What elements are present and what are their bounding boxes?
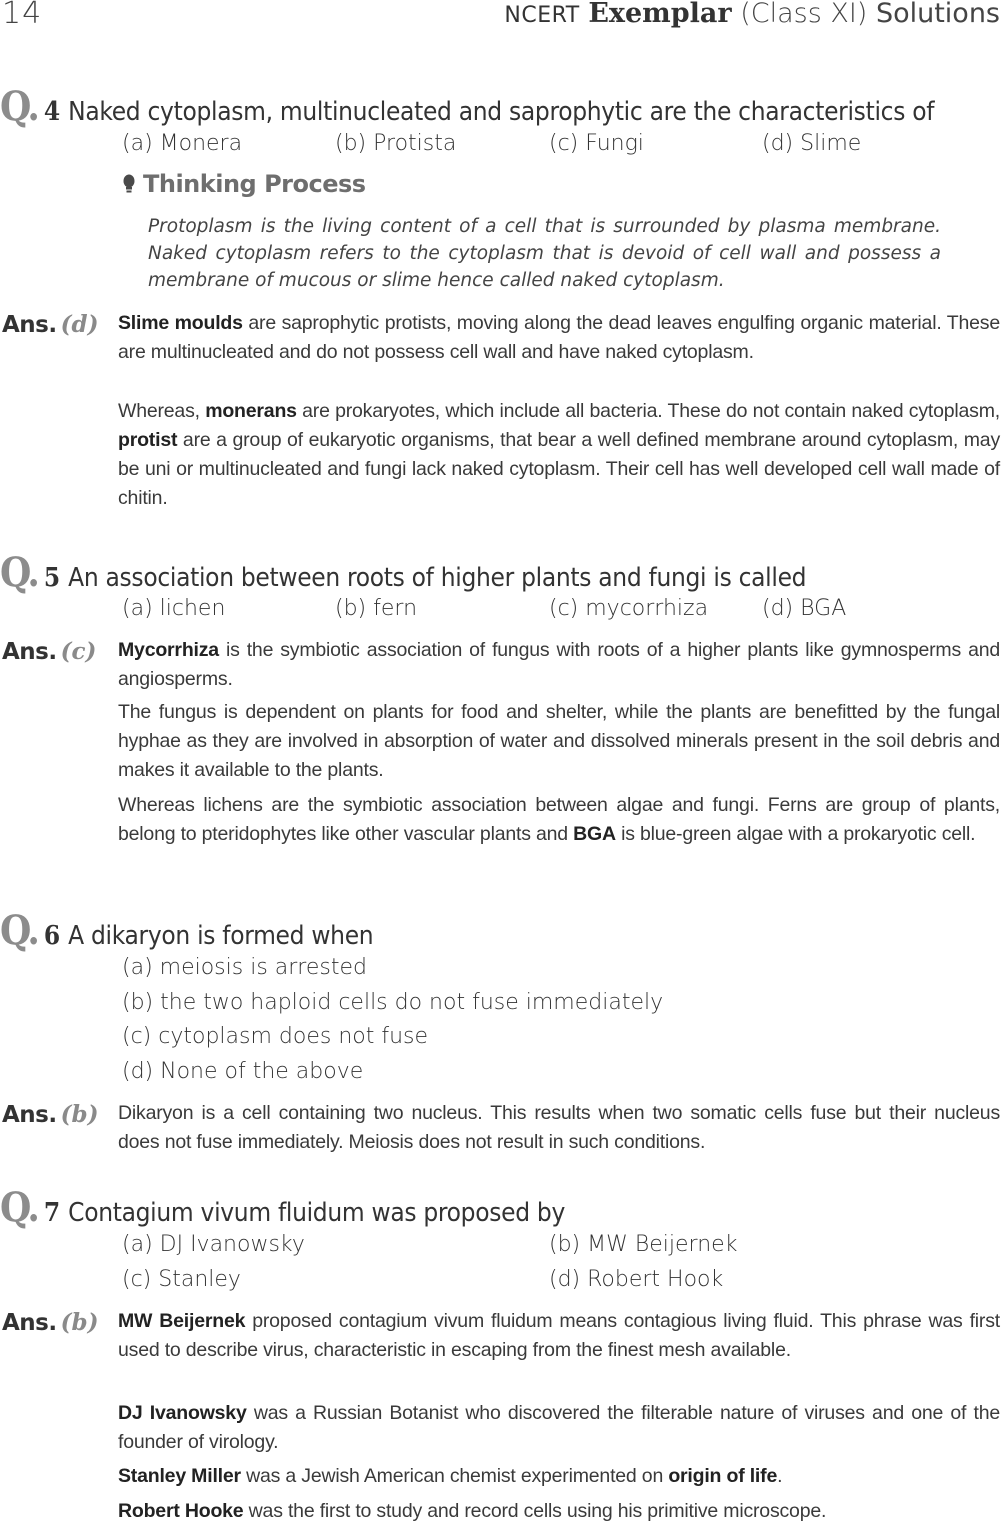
option-b: (b) the two haploid cells do not fuse immediately [122, 990, 664, 1015]
answer-7-paragraph-2: DJ Ivanowsky was a Russian Botanist who discovered the filterable nature of viruses and one of the founder of virology. [118, 1402, 1001, 1453]
answer-6-paragraph-1: Dikaryon is a cell containing two nucleus. This results when two somatic cells fuse but their nucleus does not fuse immediately. Meiosis does not result in such conditions. [118, 1102, 1000, 1153]
question-number: 6 [43, 921, 61, 951]
answer-4-label: Ans. (d) [2, 311, 99, 338]
book-suffix: Solutions [875, 0, 1000, 29]
answer-7-paragraph-1: MW Beijernek proposed contagium vivum fluidum means contagious living fluid. This phrase was first used to describe virus, characteristic in escaping from the finest mesh available. [118, 1310, 1000, 1361]
question-text: Naked cytoplasm, multinucleated and saprophytic are the characteristics of [68, 97, 935, 127]
question-mark-icon: Q. [0, 83, 38, 130]
thinking-process-body: Protoplasm is the living content of a cell that is surrounded by plasma membrane. Naked cytoplasm refers to the cytoplasm that is devoid of cell wall and possess a membrane of mucous or slime hence called naked cytoplasm. [148, 216, 941, 291]
option-c: (c) mycorrhiza [549, 596, 709, 621]
book-title: Exemplar [588, 0, 732, 29]
question-number: 7 [43, 1198, 61, 1228]
option-d: (d) None of the above [122, 1059, 364, 1084]
lightbulb-icon [123, 172, 135, 192]
option-d: (d) BGA [762, 596, 847, 621]
answer-key: (b) [60, 1309, 99, 1336]
answer-5-paragraph-3: Whereas lichens are the symbiotic association between algae and fungi. Ferns are group of plants, belong to pteridophytes like other vascular plants and BGA is blue-green algae with a prokaryotic cell. [118, 794, 1000, 845]
answer-key: (b) [60, 1101, 99, 1128]
question-text: A dikaryon is formed when [68, 921, 374, 951]
question-number: 5 [43, 563, 61, 593]
option-c: (c) Fungi [549, 131, 644, 156]
answer-7-paragraph-4: Robert Hooke was the first to study and record cells using his primitive microscope. [118, 1500, 827, 1522]
question-text: An association between roots of higher plants and fungi is called [68, 563, 807, 593]
option-a: (a) meiosis is arrested [122, 955, 367, 980]
answer-key: (d) [60, 311, 99, 338]
answer-5-paragraph-1: Mycorrhiza is the symbiotic association of fungus with roots of a higher plants like gymnosperms and angiosperms. [118, 639, 1000, 690]
answer-7-paragraph-3: Stanley Miller was a Jewish American chemist experimented on origin of life. [118, 1465, 783, 1487]
answer-5-label: Ans. (c) [2, 638, 97, 665]
option-b: (b) Protista [335, 131, 457, 156]
book-prefix: NCERT [504, 3, 580, 28]
option-d: (d) Robert Hook [549, 1267, 724, 1292]
option-a: (a) Monera [122, 131, 243, 156]
question-mark-icon: Q. [0, 1184, 38, 1231]
question-mark-icon: Q. [0, 907, 38, 954]
option-a: (a) lichen [122, 596, 226, 621]
book-class: (Class XI) [740, 0, 868, 29]
question-4-heading [0, 83, 934, 130]
answer-key: (c) [60, 638, 97, 665]
question-number: 4 [43, 97, 61, 127]
question-mark-icon: Q. [0, 549, 38, 596]
question-5-heading [0, 549, 806, 596]
answer-4-paragraph-1: Slime moulds are saprophytic protists, moving along the dead leaves engulfing organic material. These are multinucleated and do not possess cell wall and have naked cytoplasm. [118, 312, 1000, 363]
question-text: Contagium vivum fluidum was proposed by [68, 1198, 565, 1228]
running-header [504, 0, 1000, 29]
option-d: (d) Slime [762, 131, 862, 156]
answer-6-label: Ans. (b) [2, 1101, 99, 1128]
answer-7-label: Ans. (b) [2, 1309, 99, 1336]
thinking-process-heading [123, 170, 366, 198]
question-7-heading [0, 1184, 565, 1231]
answer-4-paragraph-2: Whereas, monerans are prokaryotes, which include all bacteria. These do not contain naked cytoplasm, protist are a group of eukaryotic organisms, that bear a well defined membrane around cytoplasm, may be uni or multinucleated and fungi lack naked cytoplasm. Their cell has well developed cell wall made of chitin. [118, 400, 1000, 509]
thinking-process-title: Thinking Process [143, 170, 366, 198]
answer-5-paragraph-2: The fungus is dependent on plants for food and shelter, while the plants are benefitted by the fungal hyphae as they are involved in absorption of water and dissolved minerals present in the soil debris and makes it available to the plants. [118, 701, 1000, 781]
option-b: (b) MW Beijernek [549, 1232, 738, 1257]
option-b: (b) fern [335, 596, 418, 621]
option-c: (c) cytoplasm does not fuse [122, 1024, 429, 1049]
option-a: (a) DJ Ivanowsky [122, 1232, 305, 1257]
option-c: (c) Stanley [122, 1267, 241, 1292]
page-number: 14 [2, 0, 43, 31]
question-6-heading [0, 907, 373, 954]
